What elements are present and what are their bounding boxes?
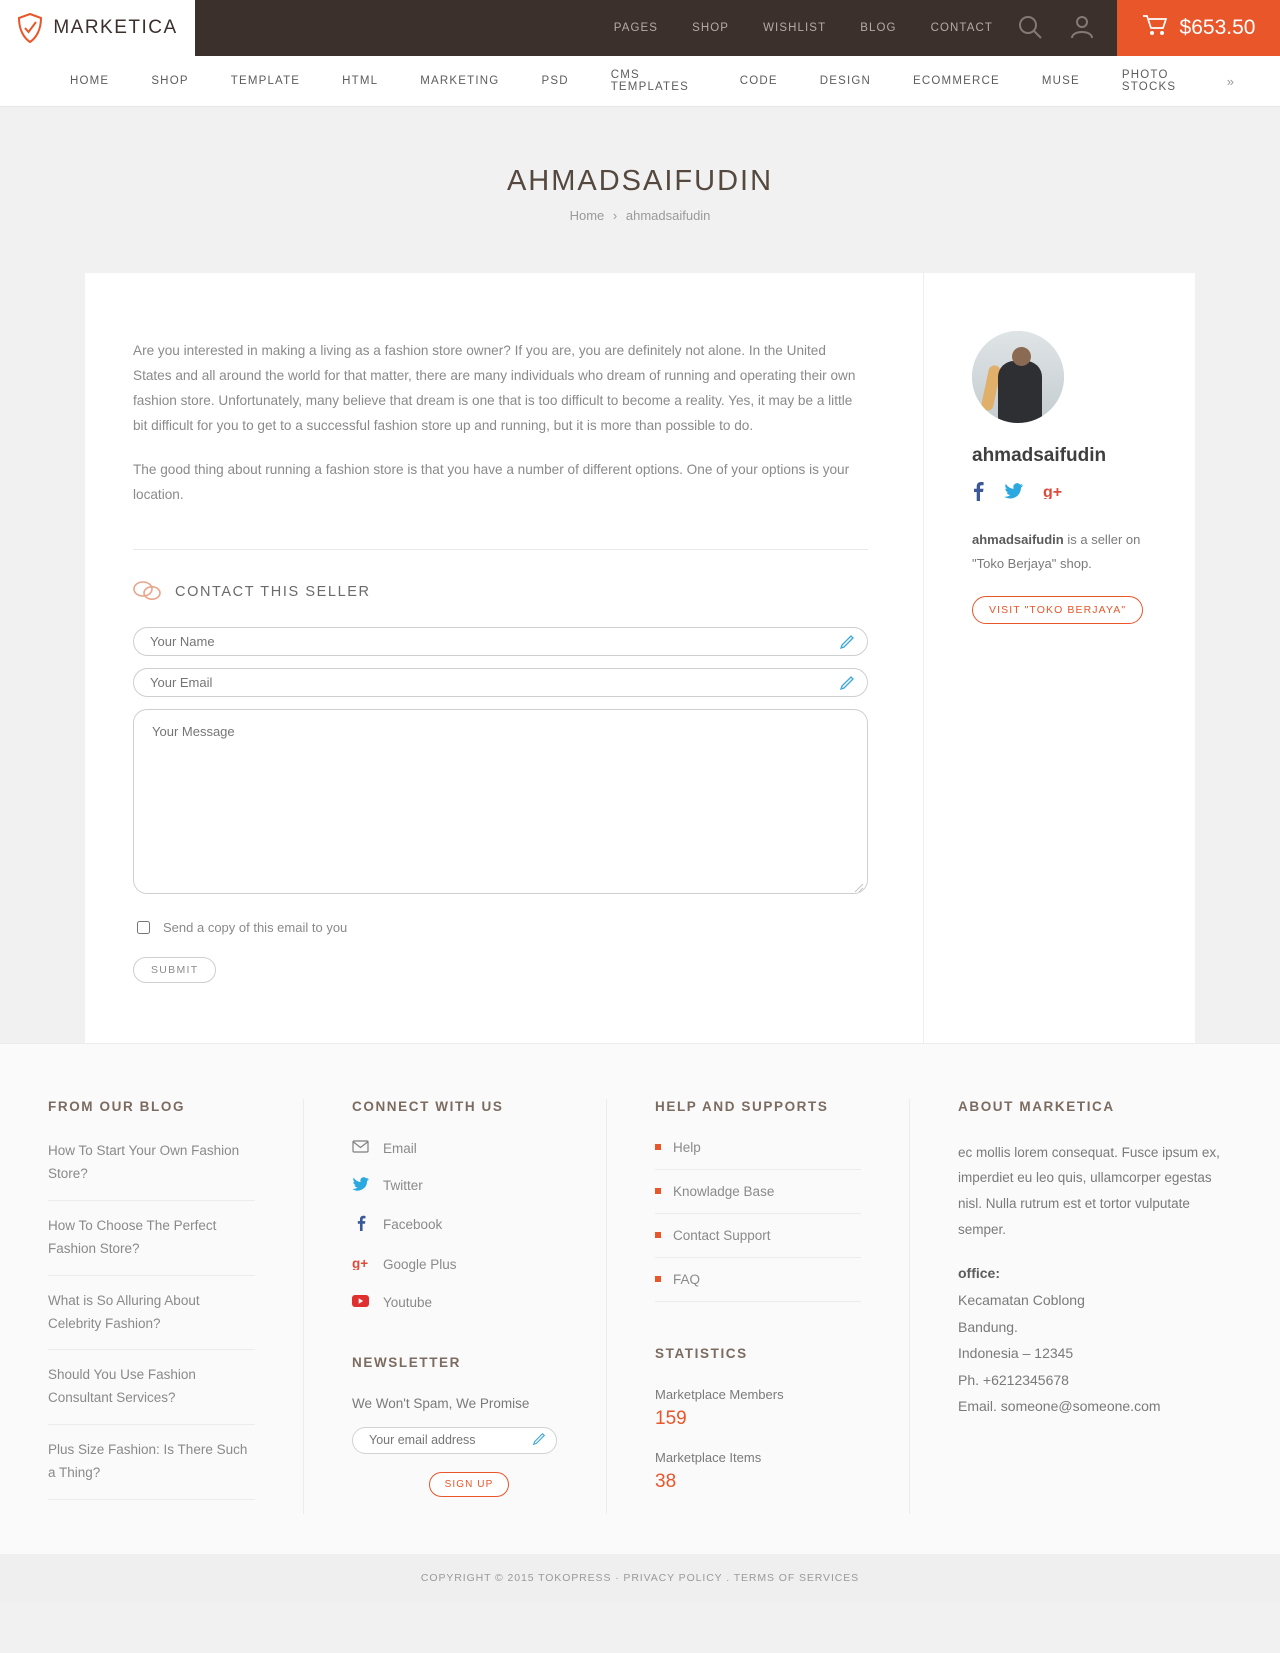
office-label: office:	[958, 1265, 1000, 1282]
footer-connect-list	[352, 1140, 558, 1311]
copyright-dot: .	[726, 1572, 731, 1585]
list-item[interactable]: What is So Alluring About Celebrity Fashion?	[48, 1290, 255, 1351]
privacy-policy-link[interactable]: PRIVACY POLICY	[623, 1572, 723, 1585]
nav-item-psd[interactable]: PSD	[541, 75, 569, 87]
shield-logo-icon	[17, 13, 43, 43]
nav-item-home[interactable]: HOME	[70, 75, 110, 87]
svg-text:g+: g+	[352, 1255, 369, 1270]
nav-item-cms-templates[interactable]: CMS TEMPLATES	[610, 69, 690, 93]
list-item[interactable]	[352, 1255, 558, 1274]
contact-seller-header	[133, 580, 868, 605]
send-copy-checkbox[interactable]	[137, 921, 150, 934]
seller-description-rest: is a seller on "Toko Berjaya" shop.	[972, 532, 1141, 572]
svg-text:g+: g+	[1043, 484, 1063, 499]
footer-help-title: HELP AND SUPPORTS	[655, 1098, 829, 1114]
nav-item-design[interactable]: DESIGN	[819, 75, 872, 87]
breadcrumb-separator: ›	[612, 208, 618, 223]
divider	[133, 549, 868, 550]
stat-items-label: Marketplace Items	[655, 1449, 762, 1465]
nav-item-photo-stocks[interactable]: PHOTO STOCKS	[1121, 69, 1177, 93]
intro-paragraph-1: Are you interested in making a living as a fashion store owner? If you are, you are definitely not alone. In the United States and all around the world for that matter, there are many individuals who dream of running and operating their own fashion store. Unfortunately, many believe that dream is one that is too difficult to become a reality. Yes, it may be a little bit difficult for you to get to a successful fashion store up and running, but it is more than possible to do.	[133, 343, 856, 434]
list-item[interactable]: How To Start Your Own Fashion Store?	[48, 1140, 255, 1201]
cart-button[interactable]	[1117, 0, 1280, 56]
name-field-wrapper[interactable]	[133, 627, 868, 656]
help-label: Help	[673, 1139, 701, 1155]
cart-icon	[1142, 14, 1168, 42]
stat-members-label: Marketplace Members	[655, 1386, 784, 1402]
newsletter-email-input[interactable]	[367, 1432, 532, 1448]
footer-blog-list	[48, 1140, 255, 1500]
nav-item-template[interactable]: TEMPLATE	[230, 75, 301, 87]
email-input[interactable]	[148, 674, 853, 691]
content-card	[85, 273, 1195, 1043]
nav-item-ecommerce[interactable]: ECOMMERCE	[913, 75, 1000, 87]
help-label: FAQ	[673, 1271, 701, 1287]
list-item[interactable]	[655, 1184, 861, 1214]
footer-about-title: ABOUT MARKETICA	[958, 1098, 1115, 1114]
nav-item-shop[interactable]: SHOP	[151, 75, 189, 87]
seller-description-name: ahmadsaifudin	[972, 532, 1064, 547]
twitter-icon[interactable]	[1004, 483, 1023, 504]
breadcrumb-current: ahmadsaifudin	[625, 208, 711, 223]
office-line-1: Kecamatan Coblong	[958, 1292, 1085, 1308]
top-nav-item-contact[interactable]: CONTACT	[930, 22, 993, 34]
message-textarea[interactable]	[150, 722, 851, 881]
cart-total: $653.50	[1179, 16, 1256, 39]
list-item[interactable]	[352, 1140, 558, 1157]
terms-of-services-link[interactable]: TERMS OF SERVICES	[733, 1572, 860, 1585]
connect-label: Facebook	[383, 1217, 443, 1233]
facebook-icon[interactable]	[972, 481, 984, 506]
google-plus-icon[interactable]	[1043, 483, 1063, 504]
email-field-wrapper[interactable]	[133, 668, 868, 697]
footer-blog-title: FROM OUR BLOG	[48, 1098, 186, 1114]
search-icon[interactable]	[1017, 14, 1043, 43]
send-copy-row[interactable]	[133, 918, 868, 937]
chat-bubbles-icon	[133, 580, 161, 605]
nav-item-code[interactable]: CODE	[739, 75, 778, 87]
stat-items-value: 38	[655, 1470, 677, 1492]
help-label: Knowladge Base	[673, 1183, 775, 1199]
pencil-icon	[839, 634, 855, 653]
copyright-separator: ·	[615, 1572, 620, 1585]
visit-shop-button[interactable]: VISIT "TOKO BERJAYA"	[972, 596, 1143, 624]
top-nav-item-wishlist[interactable]: WISHLIST	[763, 22, 827, 34]
about-office	[958, 1260, 1232, 1420]
copyright-text: COPYRIGHT © 2015 TOKOPRESS	[420, 1572, 612, 1585]
list-item[interactable]	[655, 1272, 861, 1302]
about-text: ec mollis lorem consequat. Fusce ipsum ex, imperdiet eu leo quis, ullamcorper egestas nisl. Nulla rutrum est et tortor vulputate semper.	[958, 1144, 1220, 1237]
office-line-2: Bandung.	[958, 1318, 1018, 1335]
connect-label: Email	[383, 1140, 417, 1156]
stat-members-value: 159	[655, 1407, 687, 1429]
top-bar	[0, 0, 1280, 56]
send-copy-label: Send a copy of this email to you	[163, 919, 348, 935]
top-icons	[1017, 0, 1117, 56]
footer-about-column	[909, 1099, 1280, 1514]
breadcrumb-home[interactable]: Home	[569, 208, 605, 223]
top-nav-item-shop[interactable]: SHOP	[692, 22, 730, 34]
intro-paragraph-2: The good thing about running a fashion store is that you have a number of different options. One of your options is your location.	[133, 461, 850, 502]
nav-item-marketing[interactable]: MARKETING	[420, 75, 500, 87]
breadcrumb	[0, 208, 1280, 223]
footer-statistics-title: STATISTICS	[655, 1345, 748, 1361]
help-label: Contact Support	[673, 1227, 771, 1243]
envelope-icon	[352, 1140, 369, 1157]
square-bullet-icon	[655, 1144, 661, 1150]
top-nav	[195, 0, 1017, 56]
facebook-icon	[352, 1215, 369, 1235]
twitter-icon	[352, 1177, 369, 1195]
avatar	[972, 331, 1064, 423]
footer-newsletter-title: NEWSLETTER	[352, 1354, 461, 1370]
chevron-down-icon[interactable]: »	[1226, 73, 1232, 89]
connect-label: Youtube	[383, 1294, 433, 1310]
list-item[interactable]	[655, 1228, 861, 1258]
user-icon[interactable]	[1069, 14, 1095, 43]
list-item[interactable]	[352, 1177, 558, 1195]
content-main	[85, 273, 923, 1043]
footer-blog-column	[0, 1099, 303, 1514]
copyright-bar	[0, 1554, 1280, 1602]
list-item[interactable]	[352, 1294, 558, 1311]
seller-intro	[133, 338, 868, 507]
office-line-4: Ph. +6212345678	[958, 1371, 1069, 1388]
page-title: AHMADSAIFUDIN	[506, 165, 774, 197]
square-bullet-icon	[655, 1188, 661, 1194]
google-plus-icon	[352, 1255, 369, 1274]
message-field-wrapper[interactable]	[133, 709, 868, 894]
list-item[interactable]	[352, 1215, 558, 1235]
square-bullet-icon	[655, 1276, 661, 1282]
office-line-5: Email. someone@someone.com	[958, 1398, 1161, 1415]
list-item[interactable]	[655, 1140, 861, 1170]
logo-text: MARKETICA	[53, 17, 178, 38]
connect-label: Twitter	[383, 1178, 423, 1194]
youtube-icon	[352, 1294, 369, 1311]
nav-item-muse[interactable]: MUSE	[1041, 75, 1080, 87]
newsletter-subtitle: We Won't Spam, We Promise	[352, 1395, 530, 1411]
main-nav	[0, 56, 1280, 107]
newsletter-field-wrapper[interactable]	[352, 1427, 557, 1454]
office-line-3: Indonesia – 12345	[958, 1345, 1074, 1362]
seller-sidebar	[923, 273, 1195, 1043]
square-bullet-icon	[655, 1232, 661, 1238]
list-item[interactable]: Should You Use Fashion Consultant Services?	[48, 1364, 255, 1425]
seller-description	[972, 528, 1155, 576]
page-header	[0, 107, 1280, 273]
list-item[interactable]: How To Choose The Perfect Fashion Store?	[48, 1215, 255, 1276]
top-nav-item-blog[interactable]: BLOG	[860, 22, 897, 34]
footer-connect-title: CONNECT WITH US	[352, 1098, 504, 1114]
pencil-icon	[839, 675, 855, 694]
submit-button[interactable]: SUBMIT	[133, 957, 216, 983]
seller-name: ahmadsaifudin	[972, 445, 1107, 466]
contact-seller-title: CONTACT THIS SELLER	[175, 584, 371, 601]
footer-help-list	[655, 1140, 861, 1302]
footer	[0, 1043, 1280, 1554]
name-input[interactable]	[148, 633, 853, 650]
top-nav-item-pages[interactable]: PAGES	[613, 22, 659, 34]
seller-socials	[972, 481, 1155, 506]
pencil-icon	[532, 1432, 546, 1449]
logo[interactable]	[0, 0, 195, 56]
nav-item-html[interactable]: HTML	[342, 75, 379, 87]
footer-help-column	[606, 1099, 909, 1514]
connect-label: Google Plus	[383, 1256, 457, 1272]
list-item[interactable]: Plus Size Fashion: Is There Such a Thing?	[48, 1439, 255, 1500]
resize-handle-icon[interactable]	[854, 880, 864, 890]
footer-connect-column	[303, 1099, 606, 1514]
newsletter-signup-button[interactable]: SIGN UP	[429, 1472, 509, 1497]
